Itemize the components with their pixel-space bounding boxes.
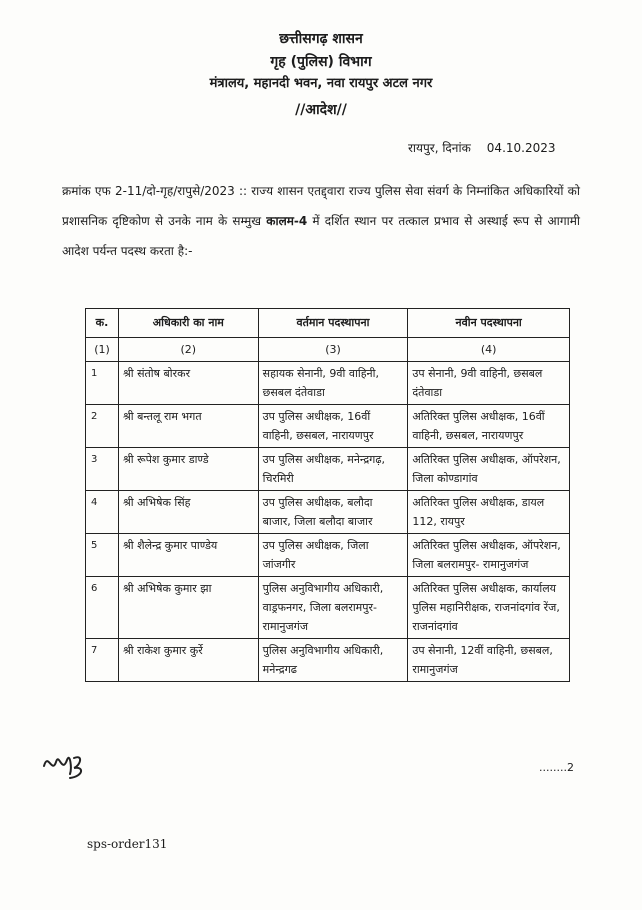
cell-new-posting: अतिरिक्त पुलिस अधीक्षक, 16वीं वाहिनी, छसबल, नारायणपुर xyxy=(408,405,570,448)
cell-new-posting: उप सेनानी, 12वीं वाहिनी, छसबल, रामानुजगंज xyxy=(408,639,570,682)
posting-table xyxy=(85,308,570,682)
col-number: (4) xyxy=(408,338,570,362)
cell-new-posting: अतिरिक्त पुलिस अधीक्षक, ऑपरेशन, जिला कोण्डागांव xyxy=(408,448,570,491)
header-serial: क. xyxy=(86,309,119,338)
header-address: मंत्रालय, महानदी भवन, नवा रायपुर अटल नगर xyxy=(209,76,433,91)
cell-serial: 1 xyxy=(86,362,119,405)
cell-officer-name: श्री अभिषेक कुमार झा xyxy=(118,577,258,639)
signature-mark xyxy=(40,744,110,784)
cell-officer-name: श्री शैलेन्द्र कुमार पाण्डेय xyxy=(118,534,258,577)
col-number: (3) xyxy=(258,338,408,362)
cell-officer-name: श्री अभिषेक सिंह xyxy=(118,491,258,534)
col-number: (2) xyxy=(118,338,258,362)
cell-new-posting: उप सेनानी, 9वी वाहिनी, छसबल दंतेवाडा xyxy=(408,362,570,405)
signature xyxy=(40,744,110,788)
paragraph-bold: कालम-4 xyxy=(266,214,308,228)
cell-current-posting: पुलिस अनुविभागीय अधिकारी, वाड्रफनगर, जिला बलरामपुर-रामानुजगंज xyxy=(258,577,408,639)
order-paragraph xyxy=(62,176,580,266)
table-row xyxy=(86,405,570,448)
column-number-row xyxy=(86,338,570,362)
cell-serial: 5 xyxy=(86,534,119,577)
cell-serial: 2 xyxy=(86,405,119,448)
table-row xyxy=(86,639,570,682)
header-department: गृह (पुलिस) विभाग xyxy=(270,54,372,70)
cell-current-posting: उप पुलिस अधीक्षक, मनेन्द्रगढ़, चिरमिरी xyxy=(258,448,408,491)
table-row xyxy=(86,448,570,491)
cell-new-posting: अतिरिक्त पुलिस अधीक्षक, डायल 112, रायपुर xyxy=(408,491,570,534)
table-header-row xyxy=(86,309,570,338)
cell-serial: 7 xyxy=(86,639,119,682)
cell-officer-name: श्री राकेश कुमार कुर्रे xyxy=(118,639,258,682)
cell-current-posting: सहायक सेनानी, 9वी वाहिनी, छसबल दंतेवाडा xyxy=(258,362,408,405)
cell-current-posting: उप पुलिस अधीक्षक, बलौदा बाजार, जिला बलौदा बाजार xyxy=(258,491,408,534)
cell-officer-name: श्री संतोष बोरकर xyxy=(118,362,258,405)
page-reference: ........2 xyxy=(539,761,574,774)
cell-officer-name: श्री बन्तलू राम भगत xyxy=(118,405,258,448)
cell-current-posting: पुलिस अनुविभागीय अधिकारी, मनेन्द्रगढ xyxy=(258,639,408,682)
order-date: 04.10.2023 xyxy=(486,141,556,155)
header-new-posting: नवीन पदस्थापना xyxy=(408,309,570,338)
cell-current-posting: उप पुलिस अधीक्षक, जिला जांजगीर xyxy=(258,534,408,577)
paragraph-part1: क्रमांक एफ 2-11/दो-गृह/रापुसे/2023 :: राज्य शासन एतद्द्वारा राज्य पुलिस सेवा संवर्ग के निम्नांकित अधिकारियों को प्रशासनिक दृष्टिकोण से उनके नाम के सम्मुख xyxy=(62,184,580,228)
place-label: रायपुर, दिनांक xyxy=(408,141,471,155)
header-current-posting: वर्तमान पदस्थापना xyxy=(258,309,408,338)
order-title: //आदेश// xyxy=(295,102,347,118)
header-government: छत्तीसगढ़ शासन xyxy=(279,31,363,47)
cell-new-posting: अतिरिक्त पुलिस अधीक्षक, ऑपरेशन, जिला बलरामपुर- रामानुजगंज xyxy=(408,534,570,577)
footer-code: sps-order131 xyxy=(87,837,168,851)
cell-current-posting: उप पुलिस अधीक्षक, 16वीं वाहिनी, छसबल, नारायणपुर xyxy=(258,405,408,448)
cell-serial: 6 xyxy=(86,577,119,639)
paragraph-part2: में दर्शित स्थान पर तत्काल प्रभाव से अस्थाई रूप से आगामी आदेश पर्यन्त पदस्थ करता है:- xyxy=(62,214,580,258)
table-row xyxy=(86,577,570,639)
col-number: (1) xyxy=(86,338,119,362)
table-row xyxy=(86,491,570,534)
header-officer-name: अधिकारी का नाम xyxy=(118,309,258,338)
cell-serial: 3 xyxy=(86,448,119,491)
cell-officer-name: श्री रूपेश कुमार डाण्डे xyxy=(118,448,258,491)
date-line xyxy=(408,139,556,156)
table-row xyxy=(86,362,570,405)
cell-serial: 4 xyxy=(86,491,119,534)
cell-new-posting: अतिरिक्त पुलिस अधीक्षक, कार्यालय पुलिस महानिरीक्षक, राजनांदगांव रेंज, राजनांदगांव xyxy=(408,577,570,639)
table-row xyxy=(86,534,570,577)
